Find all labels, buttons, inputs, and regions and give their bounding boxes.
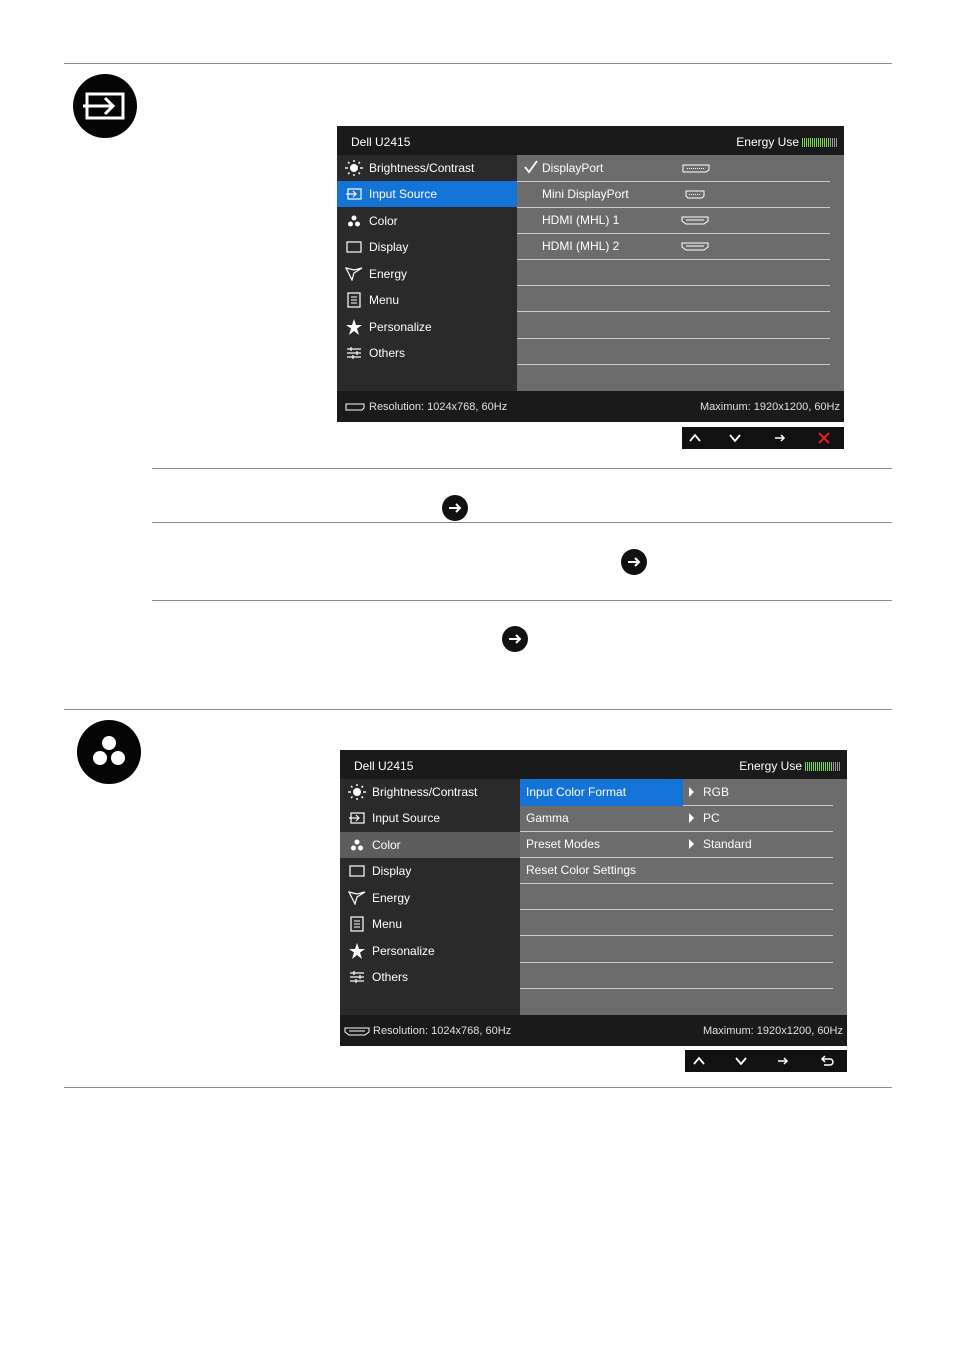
row-divider (152, 600, 892, 601)
menu-item-label: Display (372, 864, 412, 878)
energy-bar (830, 138, 831, 147)
menu-item-label: Personalize (369, 320, 432, 334)
energy-icon (345, 267, 363, 281)
brightness-icon (345, 161, 363, 175)
hdmi-connector-icon (681, 242, 709, 251)
row-divider (152, 468, 892, 469)
up-arrow-icon (693, 1056, 705, 1066)
back-button[interactable] (816, 1050, 838, 1072)
section-divider (64, 709, 892, 710)
resolution-info (344, 1025, 511, 1037)
displayport-connector-icon (345, 403, 365, 411)
energy-use-label: Energy Use (739, 759, 802, 773)
star-icon (348, 944, 366, 958)
energy-bar (813, 762, 814, 771)
down-button[interactable] (724, 427, 746, 449)
input-source-icon (348, 811, 366, 825)
menu-item-input-source[interactable] (340, 805, 520, 831)
menu-item-input-source[interactable] (337, 181, 517, 207)
color-value-rgb[interactable] (683, 779, 833, 806)
row-divider (152, 522, 892, 523)
input-source-icon (345, 187, 363, 201)
up-button[interactable] (688, 1050, 710, 1072)
input-option-hdmi-1[interactable] (517, 207, 830, 234)
mini-displayport-connector-icon (685, 190, 705, 199)
menu-item-energy[interactable] (337, 261, 517, 287)
display-icon (345, 240, 363, 254)
input-option-mini-displayport[interactable] (517, 181, 830, 208)
current-resolution: Resolution: 1024x768, 60Hz (369, 401, 508, 413)
monitor-model: Dell U2415 (351, 135, 411, 149)
maximum-resolution: Maximum: 1920x1200, 60Hz (702, 1025, 843, 1037)
menu-item-others[interactable] (340, 964, 520, 990)
menu-item-label: Color (372, 838, 401, 852)
enter-button[interactable] (769, 427, 791, 449)
energy-bar (818, 138, 819, 147)
energy-bar (829, 762, 830, 771)
energy-use-meter (739, 759, 841, 773)
energy-bar (836, 138, 837, 147)
menu-item-label: Color (369, 214, 398, 228)
osd-header (337, 126, 844, 155)
menu-item-label: Energy (372, 891, 411, 905)
energy-bar (827, 762, 828, 771)
menu-item-label: Display (369, 240, 409, 254)
menu-item-label: Personalize (372, 944, 435, 958)
menu-item-label: Input Source (369, 187, 438, 201)
color-option-label: Input Color Format (526, 785, 627, 799)
triangle-right-icon (689, 839, 694, 849)
osd-main-menu (340, 779, 520, 1015)
up-arrow-icon (689, 433, 701, 443)
osd-nav-bar (685, 1050, 847, 1072)
brightness-icon (348, 785, 366, 799)
color-option-label: Preset Modes (526, 837, 601, 851)
color-value-label: PC (703, 811, 720, 825)
input-option-displayport[interactable] (517, 155, 830, 182)
color-option-label: Reset Color Settings (526, 863, 637, 877)
section-divider (64, 1087, 892, 1088)
color-option-preset-modes[interactable] (520, 831, 683, 858)
arrow-right-circle-icon (502, 626, 528, 652)
hdmi-connector-icon (344, 1027, 370, 1036)
energy-use-meter (736, 135, 838, 149)
hdmi-connector-icon (681, 216, 709, 225)
energy-bar (828, 138, 829, 147)
back-icon (820, 1055, 834, 1067)
color-icon (345, 214, 363, 228)
menu-item-label: Input Source (372, 811, 441, 825)
resolution-info (345, 401, 507, 413)
menu-item-menu[interactable] (340, 911, 520, 937)
enter-button[interactable] (772, 1050, 794, 1072)
energy-bar (820, 138, 821, 147)
energy-bar (805, 762, 806, 771)
energy-bar (810, 138, 811, 147)
energy-bar (807, 762, 808, 771)
menu-item-energy[interactable] (340, 885, 520, 911)
energy-bars (805, 762, 841, 771)
input-source-icon (73, 74, 137, 138)
input-option-label: Mini DisplayPort (542, 187, 629, 201)
color-option-input-color-format[interactable] (520, 779, 683, 806)
input-option-label: HDMI (MHL) 1 (542, 213, 620, 227)
menu-item-display[interactable] (337, 234, 517, 260)
energy-icon (348, 891, 366, 905)
displayport-connector-icon (682, 164, 710, 173)
menu-item-display[interactable] (340, 858, 520, 884)
energy-bar (826, 138, 827, 147)
empty-row (517, 285, 830, 312)
input-option-hdmi-2[interactable] (517, 233, 830, 260)
down-arrow-icon (735, 1056, 747, 1066)
energy-bar (832, 138, 833, 147)
menu-item-personalize[interactable] (337, 314, 517, 340)
right-arrow-icon (774, 433, 786, 443)
exit-button[interactable] (813, 427, 835, 449)
others-icon (345, 346, 363, 360)
empty-row (517, 338, 830, 365)
energy-bar (819, 762, 820, 771)
down-button[interactable] (730, 1050, 752, 1072)
color-values-list (683, 779, 833, 1013)
triangle-right-icon (689, 787, 694, 797)
energy-bar (834, 138, 835, 147)
arrow-right-circle-icon (621, 549, 647, 575)
arrow-right-circle-icon (442, 495, 468, 521)
color-value-label: Standard (703, 837, 752, 851)
color-icon (77, 720, 141, 784)
energy-bar (833, 762, 834, 771)
menu-item-brightness-contrast[interactable] (337, 155, 517, 181)
osd-nav-bar (682, 427, 844, 449)
energy-bar (815, 762, 816, 771)
menu-item-label: Menu (372, 917, 403, 931)
input-option-label: HDMI (MHL) 2 (542, 239, 620, 253)
star-icon (345, 320, 363, 334)
energy-bars (802, 138, 838, 147)
energy-bar (809, 762, 810, 771)
energy-use-label: Energy Use (736, 135, 799, 149)
menu-item-label: Brightness/Contrast (372, 785, 478, 799)
energy-bar (835, 762, 836, 771)
osd-color (340, 750, 847, 1046)
energy-bar (839, 762, 840, 771)
input-option-label: DisplayPort (542, 161, 604, 175)
current-resolution: Resolution: 1024x768, 60Hz (373, 1025, 512, 1037)
energy-bar (822, 138, 823, 147)
right-arrow-icon (777, 1056, 789, 1066)
energy-bar (821, 762, 822, 771)
osd-footer (340, 1015, 847, 1046)
display-icon (348, 864, 366, 878)
menu-item-label: Others (369, 346, 406, 360)
menu-item-label: Others (372, 970, 409, 984)
checkmark-icon (524, 160, 538, 174)
color-settings-list (520, 779, 683, 1013)
color-option-gamma[interactable] (520, 805, 683, 832)
menu-item-brightness-contrast[interactable] (340, 779, 520, 805)
energy-bar (825, 762, 826, 771)
down-arrow-icon (729, 433, 741, 443)
energy-bar (812, 138, 813, 147)
color-value-standard[interactable] (683, 831, 833, 858)
energy-bar (837, 762, 838, 771)
menu-item-menu[interactable] (337, 287, 517, 313)
empty-row (517, 259, 830, 286)
osd-main-menu (337, 155, 517, 391)
color-value-pc[interactable] (683, 805, 833, 832)
menu-item-color[interactable] (340, 832, 520, 858)
energy-bar (811, 762, 812, 771)
menu-item-personalize[interactable] (340, 938, 520, 964)
triangle-right-icon (689, 813, 694, 823)
osd-input-source (337, 126, 844, 422)
energy-bar (816, 138, 817, 147)
empty-row (517, 312, 830, 339)
menu-item-label: Menu (369, 293, 400, 307)
menu-item-others[interactable] (337, 340, 517, 366)
energy-bar (831, 762, 832, 771)
osd-submenu (517, 155, 844, 391)
energy-bar (802, 138, 803, 147)
color-value-label: RGB (703, 785, 730, 799)
osd-header (340, 750, 847, 779)
exit-x-icon (818, 432, 830, 444)
menu-item-color[interactable] (337, 208, 517, 234)
energy-bar (814, 138, 815, 147)
color-option-label: Gamma (526, 811, 569, 825)
menu-item-label: Energy (369, 267, 408, 281)
osd-footer (337, 391, 844, 422)
energy-bar (817, 762, 818, 771)
osd-submenu (520, 779, 847, 1015)
energy-bar (804, 138, 805, 147)
energy-bar (806, 138, 807, 147)
others-icon (348, 970, 366, 984)
energy-bar (808, 138, 809, 147)
menu-item-label: Brightness/Contrast (369, 161, 475, 175)
section-divider (64, 63, 892, 64)
menu-icon (345, 293, 363, 307)
energy-bar (824, 138, 825, 147)
up-button[interactable] (684, 427, 706, 449)
color-icon (348, 838, 366, 852)
maximum-resolution: Maximum: 1920x1200, 60Hz (699, 401, 840, 413)
monitor-model: Dell U2415 (354, 759, 414, 773)
menu-icon (348, 917, 366, 931)
energy-bar (823, 762, 824, 771)
